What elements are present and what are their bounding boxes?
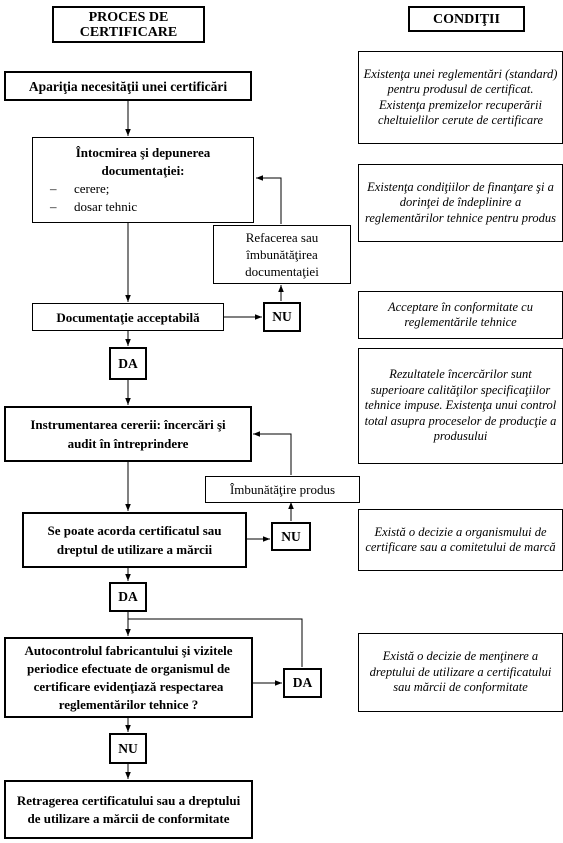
step-doc-acceptable-label: Documentaţie acceptabilă — [56, 309, 200, 325]
step-appearance — [4, 71, 252, 101]
condition-6 — [358, 633, 563, 712]
condition-1 — [358, 51, 563, 144]
step-withdrawal — [4, 780, 253, 839]
header-conditions — [408, 6, 525, 32]
decision-yes-1-label: DA — [118, 355, 138, 371]
condition-1-text: Existenţa unei reglementări (standard) pentru produsul de certificat. Existenţa premizelor recuperării cheltuielilor cerute de certificare — [363, 66, 558, 127]
arrow-improve-to-instr — [253, 434, 291, 475]
decision-no-2-label: NU — [281, 528, 301, 544]
arrow-redo-to-doc — [256, 178, 281, 224]
condition-4 — [358, 348, 563, 464]
decision-yes-3-label: DA — [292, 675, 313, 690]
step-documentation — [32, 137, 254, 223]
decision-no-3 — [109, 733, 147, 764]
condition-4-text: Rezultatele încercărilor sunt superioare calităţilor specificaţiilor tehnice impuse. Existenţa unui control total asupra proceselor de producţie a produsului — [364, 367, 557, 444]
header-conditions-label: CONDIŢII — [433, 11, 500, 27]
step-self-control-label: Autocontrolul fabricantului şi vizitele periodice efectuate de organismul de certificare evidenţiază respectarea reglementărilor tehnice ? — [24, 642, 233, 712]
step-redo-documentation — [213, 225, 351, 284]
step-self-control — [4, 637, 253, 718]
step-grant-question-label: Se poate acorda certificatul sau dreptul de utilizare a mărcii — [47, 523, 222, 557]
step-redo-documentation-label: Refacerea sau îmbunătăţirea documentaţiei — [245, 230, 319, 279]
documentation-item-request-label: cerere; — [74, 181, 110, 196]
step-withdrawal-label: Retragerea certificatului sau a dreptului de utilizare a mărcii de conformitate — [16, 792, 241, 826]
condition-5-text: Există o decizie a organismului de certificare sau a comitetului de marcă — [365, 524, 556, 554]
step-grant-question — [22, 512, 247, 568]
decision-no-1 — [263, 302, 301, 332]
decision-yes-3 — [283, 668, 322, 698]
header-process-label: PROCES DE CERTIFICARE — [79, 9, 178, 40]
documentation-item-request: – cerere; — [50, 181, 110, 196]
documentation-title: Întocmirea şi depunerea documentaţiei: — [75, 145, 211, 178]
condition-6-text: Există o decizie de menţinere a dreptului de utilizare a certificatului sau mărcii de conformitate — [369, 649, 552, 695]
step-instrumentation-label: Instrumentarea cererii: încercări şi audit în întreprindere — [30, 417, 226, 451]
condition-2 — [358, 164, 563, 242]
condition-5 — [358, 509, 563, 571]
header-process — [52, 6, 205, 43]
condition-2-text: Existenţa condiţiilor de finanţare şi a dorinţei de îndeplinire a reglementărilor tehnice pentru produs — [364, 179, 557, 225]
decision-yes-2 — [109, 582, 147, 612]
decision-no-1-label: NU — [272, 309, 292, 324]
documentation-item-technical-file: – dosar tehnic — [50, 199, 138, 214]
documentation-item-technical-file-label: dosar tehnic — [74, 199, 138, 214]
condition-3 — [358, 291, 563, 339]
step-instrumentation — [4, 406, 252, 462]
decision-no-2 — [271, 522, 311, 551]
condition-3-text: Acceptare în conformitate cu reglementările tehnice — [388, 299, 533, 329]
decision-no-3-label: NU — [118, 740, 138, 756]
step-doc-acceptable — [32, 303, 224, 331]
step-improve-product — [205, 476, 360, 503]
step-appearance-label: Apariţia necesităţii unei certificări — [28, 78, 228, 94]
step-improve-product-label: Îmbunătăţire produs — [229, 482, 336, 497]
decision-yes-1 — [109, 347, 147, 380]
decision-yes-2-label: DA — [118, 589, 138, 604]
